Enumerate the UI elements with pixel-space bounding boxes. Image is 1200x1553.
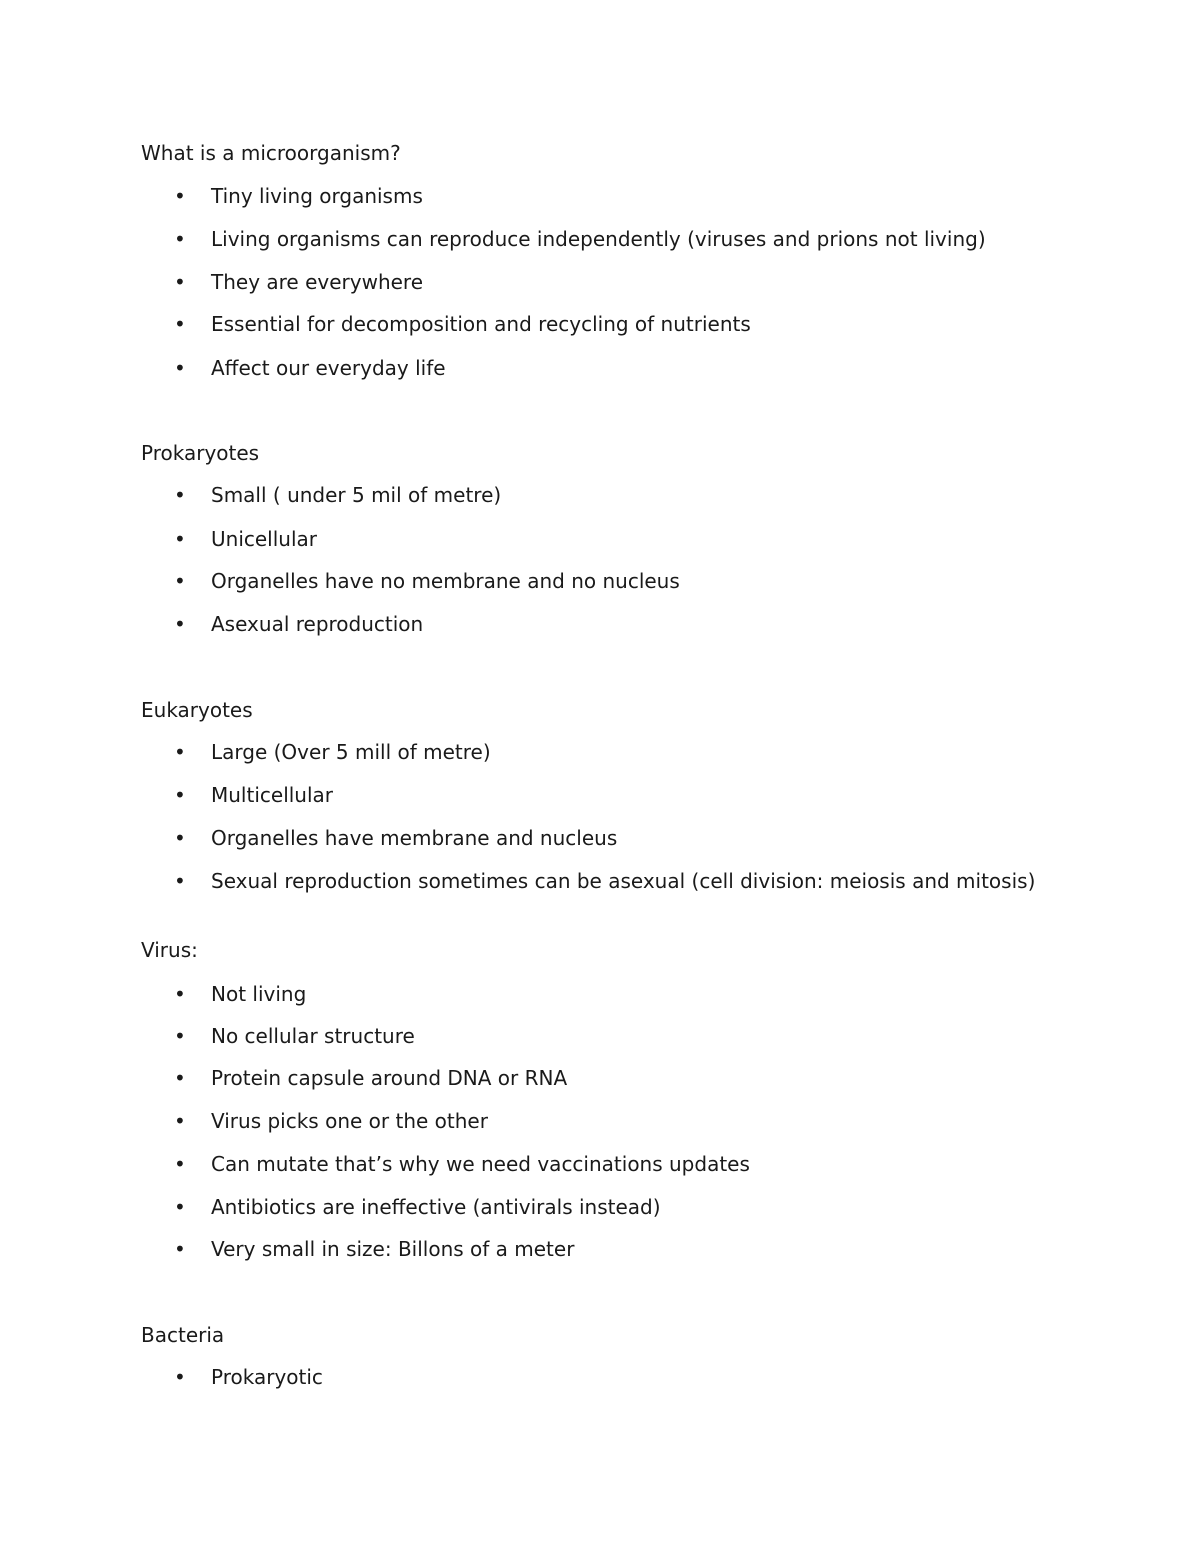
bullet-icon: • [174,270,186,294]
bullet-icon: • [174,740,186,764]
bullet-icon: • [174,1109,186,1133]
section-heading: Virus: [141,938,198,962]
section-heading: Bacteria [141,1323,225,1347]
bullet-icon: • [174,1195,186,1219]
bullet-icon: • [174,1066,186,1090]
bullet-icon: • [174,1152,186,1176]
bullet-icon: • [174,826,186,850]
bullet-icon: • [174,1365,186,1389]
bullet-icon: • [174,783,186,807]
bullet-icon: • [174,483,186,507]
bullet-icon: • [174,1237,186,1261]
bullet-icon: • [174,227,186,251]
list-item: Protein capsule around DNA or RNA [211,1066,568,1090]
list-item: Can mutate that’s why we need vaccinations updates [211,1152,750,1176]
section-heading: Eukaryotes [141,698,253,722]
bullet-icon: • [174,612,186,636]
list-item: Living organisms can reproduce independently (viruses and prions not living) [211,227,986,251]
list-item: Prokaryotic [211,1365,323,1389]
list-item: Sexual reproduction sometimes can be asexual (cell division: meiosis and mitosis) [211,869,1036,893]
list-item: Small ( under 5 mil of metre) [211,483,502,507]
list-item: Not living [211,982,307,1006]
list-item: They are everywhere [211,270,424,294]
bullet-icon: • [174,1024,186,1048]
bullet-icon: • [174,527,186,551]
section-heading: Prokaryotes [141,441,260,465]
bullet-icon: • [174,184,186,208]
list-item: No cellular structure [211,1024,415,1048]
list-item: Affect our everyday life [211,356,446,380]
list-item: Virus picks one or the other [211,1109,488,1133]
bullet-icon: • [174,356,186,380]
list-item: Unicellular [211,527,317,551]
section-heading: What is a microorganism? [141,141,401,165]
list-item: Asexual reproduction [211,612,424,636]
bullet-icon: • [174,569,186,593]
list-item: Very small in size: Billons of a meter [211,1237,575,1261]
list-item: Antibiotics are ineffective (antivirals instead) [211,1195,661,1219]
list-item: Essential for decomposition and recycling of nutrients [211,312,751,336]
list-item: Multicellular [211,783,334,807]
list-item: Organelles have no membrane and no nucleus [211,569,680,593]
list-item: Large (Over 5 mill of metre) [211,740,491,764]
list-item: Tiny living organisms [211,184,423,208]
list-item: Organelles have membrane and nucleus [211,826,618,850]
bullet-icon: • [174,869,186,893]
bullet-icon: • [174,982,186,1006]
bullet-icon: • [174,312,186,336]
